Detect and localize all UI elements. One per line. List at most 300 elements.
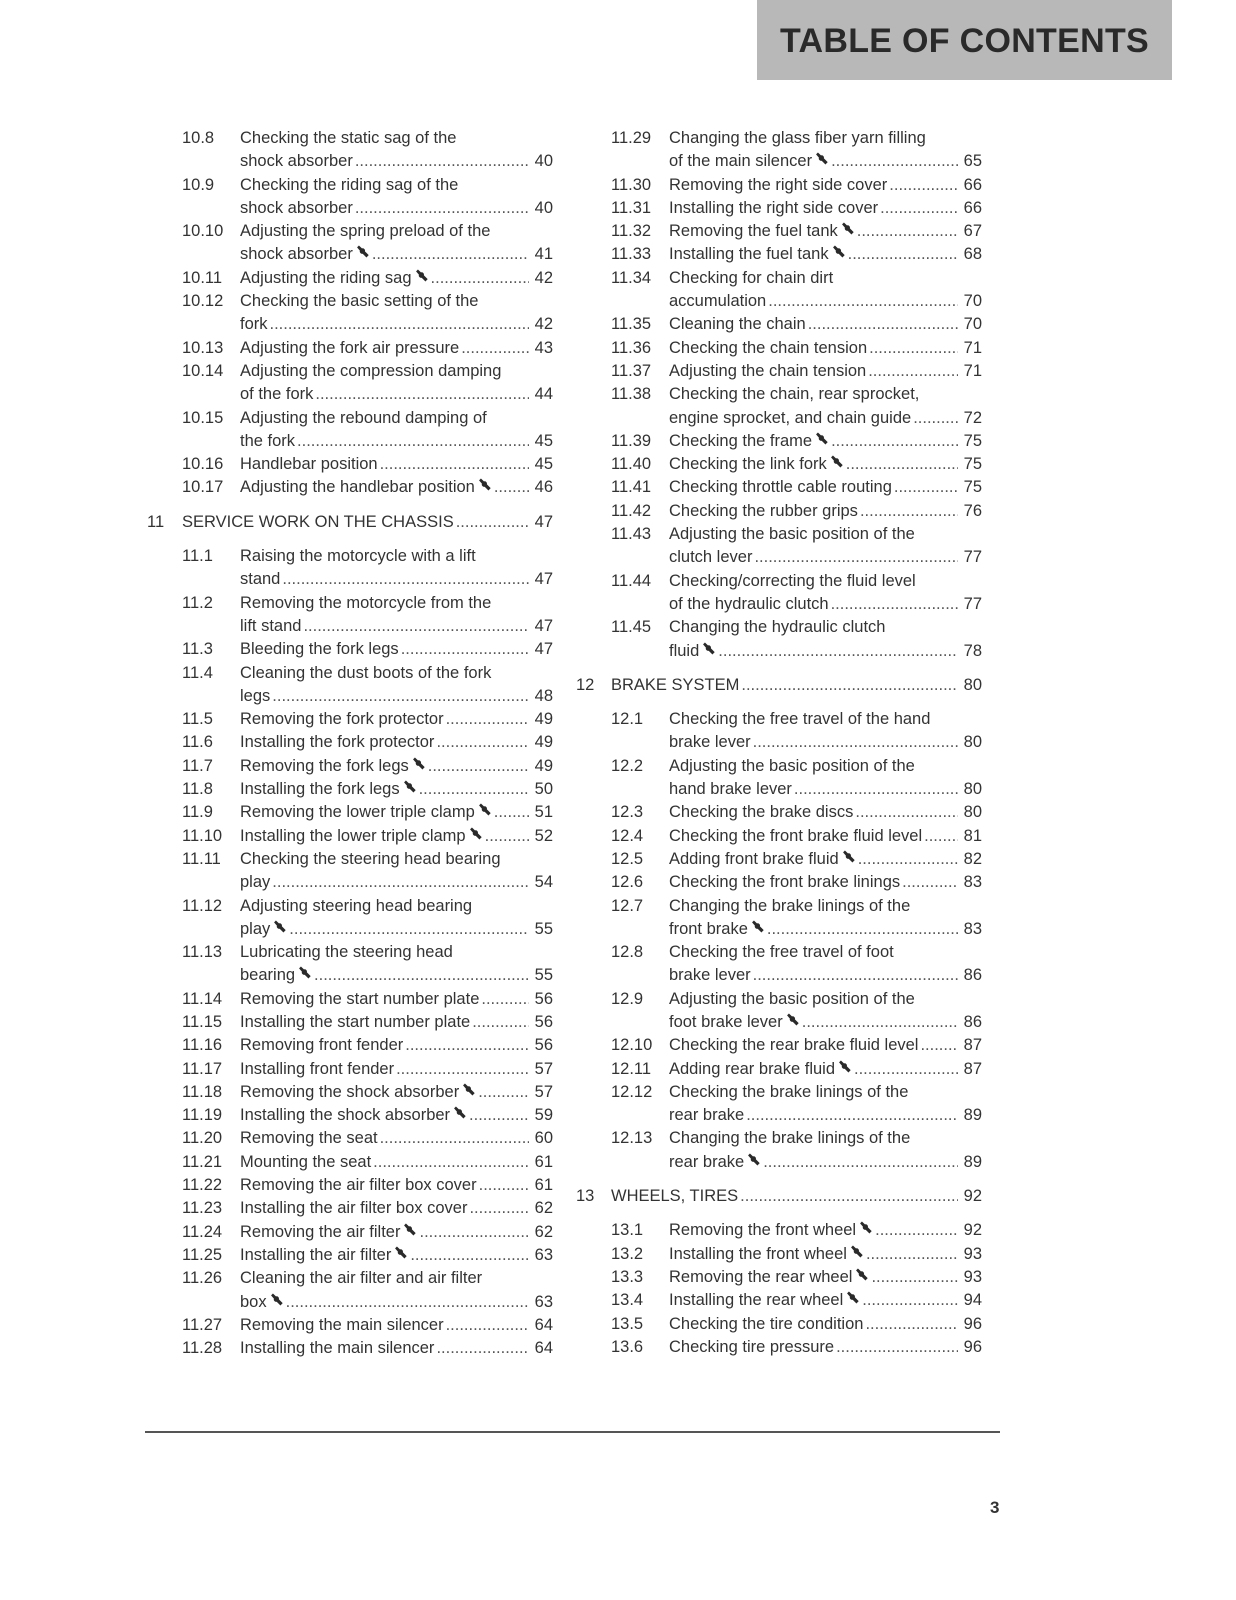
toc-chapter[interactable] [540,1185,982,1208]
toc-entry-title: Checking throttle cable routing [669,478,892,497]
wrench-icon [297,965,312,980]
toc-entry-number: 12.6 [611,873,644,892]
toc-entry-number: 11.21 [182,1152,223,1171]
toc-entry[interactable] [540,360,982,383]
dot-leader [314,964,529,987]
toc-entry[interactable] [111,476,553,499]
toc-entry[interactable] [111,453,553,476]
toc-entry-number: 12.4 [611,826,644,845]
toc-entry[interactable] [111,1267,553,1314]
toc-entry-number: 11.1 [182,547,213,566]
toc-entry[interactable] [540,523,982,570]
toc-entry-title: Checking the basic setting of the [240,292,479,311]
toc-entry[interactable] [111,848,553,895]
toc-entry[interactable] [540,243,982,266]
toc-entry-title: bearing [240,966,296,985]
toc-entry-title: Checking the brake linings of the [669,1082,909,1101]
dot-leader [808,313,958,336]
toc-entry-title: of the fork [240,385,314,404]
toc-entry-number: 10.16 [182,455,224,474]
toc-entry-title: foot brake lever [669,1012,783,1031]
toc-entry[interactable] [111,220,553,267]
toc-entry[interactable] [111,988,553,1011]
dot-leader [848,243,958,266]
toc-entry-title: of the hydraulic clutch [669,594,829,613]
toc-entry[interactable] [540,313,982,336]
toc-entry[interactable] [111,895,553,942]
toc-entry[interactable] [540,941,982,988]
toc-entry-page: 61 [534,1152,553,1171]
toc-entry-number: 11.36 [611,338,652,357]
toc-entry[interactable] [540,825,982,848]
wrench-icon [402,1222,417,1237]
toc-entry-title: Adjusting the handlebar position [240,478,475,497]
toc-entry-number: 12 [576,675,595,694]
toc-entry-page: 49 [534,756,553,775]
toc-entry-number: 12.8 [611,943,644,962]
dot-leader [868,360,958,383]
toc-entry-page: 83 [963,873,982,892]
toc-entry[interactable] [111,545,553,592]
dot-leader [869,337,958,360]
toc-entry[interactable] [111,1314,553,1337]
toc-entry-title: Checking tire pressure [669,1337,835,1356]
toc-entry-page: 45 [534,455,553,474]
dot-leader [456,511,529,534]
dot-leader [880,197,958,220]
toc-entry-page: 46 [534,478,553,497]
toc-entry-title: Checking the chain tension [669,338,868,357]
toc-entry[interactable] [111,1011,553,1034]
dot-leader [831,150,958,173]
toc-entry-number: 13.5 [611,1314,644,1333]
toc-entry-title: Checking the link fork [669,455,827,474]
toc-entry-title: legs [240,686,271,705]
wrench-icon [814,151,829,166]
toc-entry-page: 63 [534,1292,553,1311]
toc-entry-page: 40 [534,198,553,217]
dot-leader [428,755,529,778]
toc-entry[interactable] [111,592,553,639]
toc-entry-page: 52 [534,826,553,845]
toc-entry-number: 11.3 [182,640,213,659]
toc-entry-number: 12.2 [611,756,644,775]
toc-entry-title: Mounting the seat [240,1152,372,1171]
toc-entry[interactable] [540,1266,982,1289]
wrench-icon [845,1290,860,1305]
wrench-icon [461,1082,476,1097]
toc-entry[interactable] [540,1081,982,1128]
toc-entry[interactable] [111,267,553,290]
dot-leader [740,1185,958,1208]
toc-entry[interactable] [540,1243,982,1266]
toc-entry-number: 11.10 [182,826,223,845]
toc-entry[interactable] [111,360,553,407]
toc-entry[interactable] [111,1197,553,1220]
toc-entry-title: Checking the brake discs [669,803,854,822]
toc-entry-number: 12.9 [611,989,644,1008]
dot-leader [303,615,529,638]
toc-entry[interactable] [540,988,982,1035]
toc-entry-page: 62 [534,1222,553,1241]
toc-entry-page: 57 [534,1082,553,1101]
toc-entry[interactable] [540,174,982,197]
toc-entry-title: shock absorber [240,245,353,264]
toc-entry-number: 12.3 [611,803,644,822]
dot-leader [831,430,958,453]
dot-leader [380,1127,529,1150]
toc-entry[interactable] [111,1127,553,1150]
wrench-icon [477,477,492,492]
dot-leader [753,731,958,754]
toc-entry-number: 11.14 [182,989,223,1008]
toc-entry[interactable] [540,1034,982,1057]
toc-entry-number: 11 [147,512,165,531]
toc-entry-page: 44 [534,385,553,404]
wrench-icon [746,1152,761,1167]
toc-entry[interactable] [540,220,982,243]
toc-entry-title: Checking/correcting the fluid level [669,571,916,590]
toc-entry-title: brake lever [669,966,751,985]
toc-entry[interactable] [111,825,553,848]
toc-entry-page: 71 [963,361,982,380]
wrench-icon [468,826,483,841]
dot-leader [753,964,958,987]
dot-leader [410,1244,529,1267]
dot-leader [902,871,958,894]
toc-entry-title: Installing the start number plate [240,1012,471,1031]
dot-leader [855,801,958,824]
toc-entry-number: 11.37 [611,361,652,380]
toc-entry[interactable] [111,731,553,754]
toc-entry-title: Checking the steering head bearing [240,849,501,868]
toc-entry-page: 86 [963,966,982,985]
toc-entry-page: 71 [963,338,982,357]
dot-leader [846,453,958,476]
toc-entry[interactable] [540,755,982,802]
toc-entry-number: 11.28 [182,1339,223,1358]
dot-leader [865,1313,958,1336]
toc-entry-page: 82 [963,849,982,868]
toc-entry[interactable] [111,1221,553,1244]
dot-leader [889,174,958,197]
dot-leader [380,453,529,476]
toc-entry-title: Removing the right side cover [669,175,888,194]
toc-entry[interactable] [540,871,982,894]
toc-entry-number: 10.15 [182,408,224,427]
dot-leader [355,197,529,220]
toc-entry-number: 11.35 [611,315,652,334]
wrench-icon [837,1059,852,1074]
toc-entry[interactable] [540,848,982,871]
toc-entry-number: 11.4 [182,663,213,682]
toc-entry[interactable] [540,570,982,617]
toc-left-column [111,127,553,1360]
wrench-icon [411,756,426,771]
toc-entry[interactable] [540,337,982,360]
dot-leader [860,500,958,523]
toc-entry-number: 12.12 [611,1082,653,1101]
toc-entry-page: 65 [963,152,982,171]
toc-entry-page: 92 [963,1187,982,1206]
toc-entry[interactable] [111,1034,553,1057]
toc-entry-title: Installing the fork legs [240,780,400,799]
dot-leader [802,1011,958,1034]
toc-entry[interactable] [111,1244,553,1267]
toc-entry-page: 42 [534,315,553,334]
dot-leader [461,337,529,360]
toc-entry[interactable] [540,383,982,430]
toc-entry-number: 11.31 [611,198,652,217]
dot-leader [494,476,529,499]
toc-entry-title: Adjusting the chain tension [669,361,867,380]
toc-entry-title: Cleaning the air filter and air filter [240,1269,483,1288]
dot-leader [315,383,529,406]
toc-entry-page: 80 [963,675,982,694]
toc-chapter[interactable] [111,511,553,534]
toc-entry-title: Removing the shock absorber [240,1082,460,1101]
toc-entry-page: 93 [963,1267,982,1286]
toc-entry-number: 11.44 [611,571,652,590]
toc-entry-title: Checking the riding sag of the [240,175,459,194]
wrench-icon [750,919,765,934]
toc-entry-page: 50 [534,780,553,799]
toc-entry[interactable] [111,1081,553,1104]
toc-entry[interactable] [540,453,982,476]
toc-entry[interactable] [540,895,982,942]
toc-entry[interactable] [540,1219,982,1242]
toc-entry[interactable] [111,174,553,221]
dot-leader [286,1291,529,1314]
toc-entry-title: Adjusting the basic position of the [669,989,915,1008]
toc-entry-number: 11.45 [611,618,652,637]
toc-entry[interactable] [111,127,553,174]
toc-entry-number: 13.6 [611,1337,644,1356]
toc-entry-number: 11.38 [611,385,652,404]
toc-entry-number: 11.9 [182,803,213,822]
toc-entry-page: 83 [963,919,982,938]
toc-entry[interactable] [111,1151,553,1174]
toc-entry[interactable] [111,1104,553,1127]
wrench-icon [841,849,856,864]
dot-leader [446,708,529,731]
toc-entry-title: Checking the front brake linings [669,873,901,892]
toc-entry-number: 10.12 [182,292,224,311]
toc-entry-title: Raising the motorcycle with a lift [240,547,476,566]
wrench-icon [477,802,492,817]
toc-entry-title: Checking the free travel of the hand [669,710,931,729]
toc-entry-page: 76 [963,501,982,520]
toc-entry-page: 78 [963,641,982,660]
dot-leader [270,313,529,336]
toc-entry[interactable] [111,290,553,337]
toc-entry-page: 47 [534,616,553,635]
dot-leader [272,871,529,894]
toc-entry[interactable] [540,708,982,755]
toc-entry-number: 11.7 [182,756,213,775]
toc-entry-page: 75 [963,431,982,450]
dot-leader [436,731,529,754]
toc-entry[interactable] [111,755,553,778]
dot-leader [272,685,529,708]
toc-entry-number: 11.25 [182,1245,223,1264]
dot-leader [754,546,958,569]
toc-entry[interactable] [540,1289,982,1312]
dot-leader [741,674,958,697]
wrench-icon [829,454,844,469]
dot-leader [875,1219,958,1242]
dot-leader [768,290,958,313]
toc-entry[interactable] [540,500,982,523]
toc-entry-page: 56 [534,989,553,1008]
wrench-icon [414,268,429,283]
toc-entry-number: 11.5 [182,710,213,729]
toc-entry[interactable] [540,197,982,220]
toc-entry-title: Removing the rear wheel [669,1267,853,1286]
toc-entry-number: 10.17 [182,478,224,497]
toc-entry-page: 81 [963,826,982,845]
dot-leader [289,918,529,941]
dot-leader [920,1034,958,1057]
wrench-icon [858,1220,873,1235]
toc-entry[interactable] [111,708,553,731]
toc-entry-page: 66 [963,175,982,194]
wrench-icon [785,1012,800,1027]
toc-entry-page: 68 [963,245,982,264]
dot-leader [405,1034,529,1057]
toc-entry-page: 41 [534,245,553,264]
toc-entry-number: 11.43 [611,525,652,544]
toc-entry-title: shock absorber [240,198,353,217]
toc-entry-title: Installing the fork protector [240,733,435,752]
toc-entry-page: 49 [534,733,553,752]
dot-leader [763,1151,958,1174]
toc-entry[interactable] [111,941,553,988]
toc-entry-page: 70 [963,315,982,334]
wrench-icon [355,244,370,259]
toc-entry-number: 11.40 [611,455,652,474]
toc-entry-number: 10.11 [182,268,223,287]
toc-entry-title: Checking the chain, rear sprocket, [669,385,920,404]
toc-entry-page: 87 [963,1036,982,1055]
toc-entry-title: Checking the free travel of foot [669,943,894,962]
dot-leader [767,918,958,941]
page-title: TABLE OF CONTENTS [779,22,1149,60]
toc-chapter[interactable] [540,674,982,697]
toc-entry-number: 13.3 [611,1267,644,1286]
toc-entry-page: 89 [963,1152,982,1171]
toc-entry-title: Adjusting the basic position of the [669,756,915,775]
toc-entry-title: Installing the fuel tank [669,245,829,264]
wrench-icon [840,221,855,236]
toc-entry-number: 10.9 [182,175,215,194]
toc-entry-number: 11.17 [182,1059,223,1078]
dot-leader [446,1314,529,1337]
toc-entry[interactable] [540,127,982,174]
toc-entry[interactable] [111,662,553,709]
toc-entry-title: Checking the rubber grips [669,501,858,520]
toc-entry-number: 13.1 [611,1221,644,1240]
toc-entry-page: 72 [963,408,982,427]
toc-entry-page: 67 [963,222,982,241]
toc-entry[interactable] [540,430,982,453]
toc-entry-title: accumulation [669,292,767,311]
toc-entry-page: 55 [534,919,553,938]
toc-entry[interactable] [540,1058,982,1081]
dot-leader [372,243,529,266]
toc-entry-title: Removing the air filter [240,1222,401,1241]
toc-entry[interactable] [111,638,553,661]
toc-entry-title: fork [240,315,268,334]
toc-entry-title: of the main silencer [669,152,813,171]
toc-entry-number: 12.11 [611,1059,652,1078]
dot-leader [494,801,529,824]
toc-entry-page: 66 [963,198,982,217]
dot-leader [297,430,529,453]
toc-entry-page: 75 [963,478,982,497]
toc-entry-page: 75 [963,455,982,474]
toc-entry-page: 47 [534,570,553,589]
toc-entry[interactable] [540,267,982,314]
dot-leader [831,593,958,616]
toc-entry-page: 45 [534,431,553,450]
toc-entry-page: 62 [534,1199,553,1218]
toc-entry-title: Adjusting the riding sag [240,268,412,287]
toc-entry[interactable] [540,616,982,663]
toc-entry-page: 56 [534,1036,553,1055]
wrench-icon [402,779,417,794]
toc-entry[interactable] [111,1058,553,1081]
dot-leader [396,1058,529,1081]
wrench-icon [452,1105,467,1120]
toc-entry[interactable] [540,1127,982,1174]
toc-entry-number: 12.7 [611,896,644,915]
toc-entry[interactable] [540,1313,982,1336]
toc-entry-number: 11.39 [611,431,652,450]
toc-entry-title: Installing the front wheel [669,1244,847,1263]
toc-entry-title: Installing the right side cover [669,198,879,217]
toc-entry-page: 57 [534,1059,553,1078]
toc-entry[interactable] [111,801,553,824]
toc-entry[interactable] [111,1174,553,1197]
toc-entry-number: 10.14 [182,361,224,380]
toc-entry[interactable] [111,337,553,360]
toc-entry-page: 61 [534,1176,553,1195]
wrench-icon [814,431,829,446]
toc-entry[interactable] [111,778,553,801]
toc-entry-number: 13.4 [611,1291,644,1310]
toc-entry-number: 11.13 [182,943,223,962]
toc-entry-title: rear brake [669,1152,745,1171]
toc-entry[interactable] [111,407,553,454]
dot-leader [472,1011,529,1034]
toc-entry[interactable] [540,801,982,824]
toc-entry-page: 64 [534,1339,553,1358]
toc-entry-page: 56 [534,1012,553,1031]
toc-entry-title: Changing the brake linings of the [669,1129,911,1148]
toc-entry-title: Changing the glass fiber yarn filling [669,129,926,147]
toc-entry-title: Removing the fork legs [240,756,409,775]
toc-entry-number: 13 [576,1187,595,1206]
toc-entry-page: 89 [963,1106,982,1125]
toc-entry[interactable] [540,476,982,499]
toc-entry[interactable] [540,1336,982,1359]
toc-entry[interactable] [111,1337,553,1360]
toc-entry-title: SERVICE WORK ON THE CHASSIS [182,512,454,531]
dot-leader [858,848,958,871]
footer-rule [145,1431,1000,1433]
toc-entry-title: Adding rear brake fluid [669,1059,836,1078]
